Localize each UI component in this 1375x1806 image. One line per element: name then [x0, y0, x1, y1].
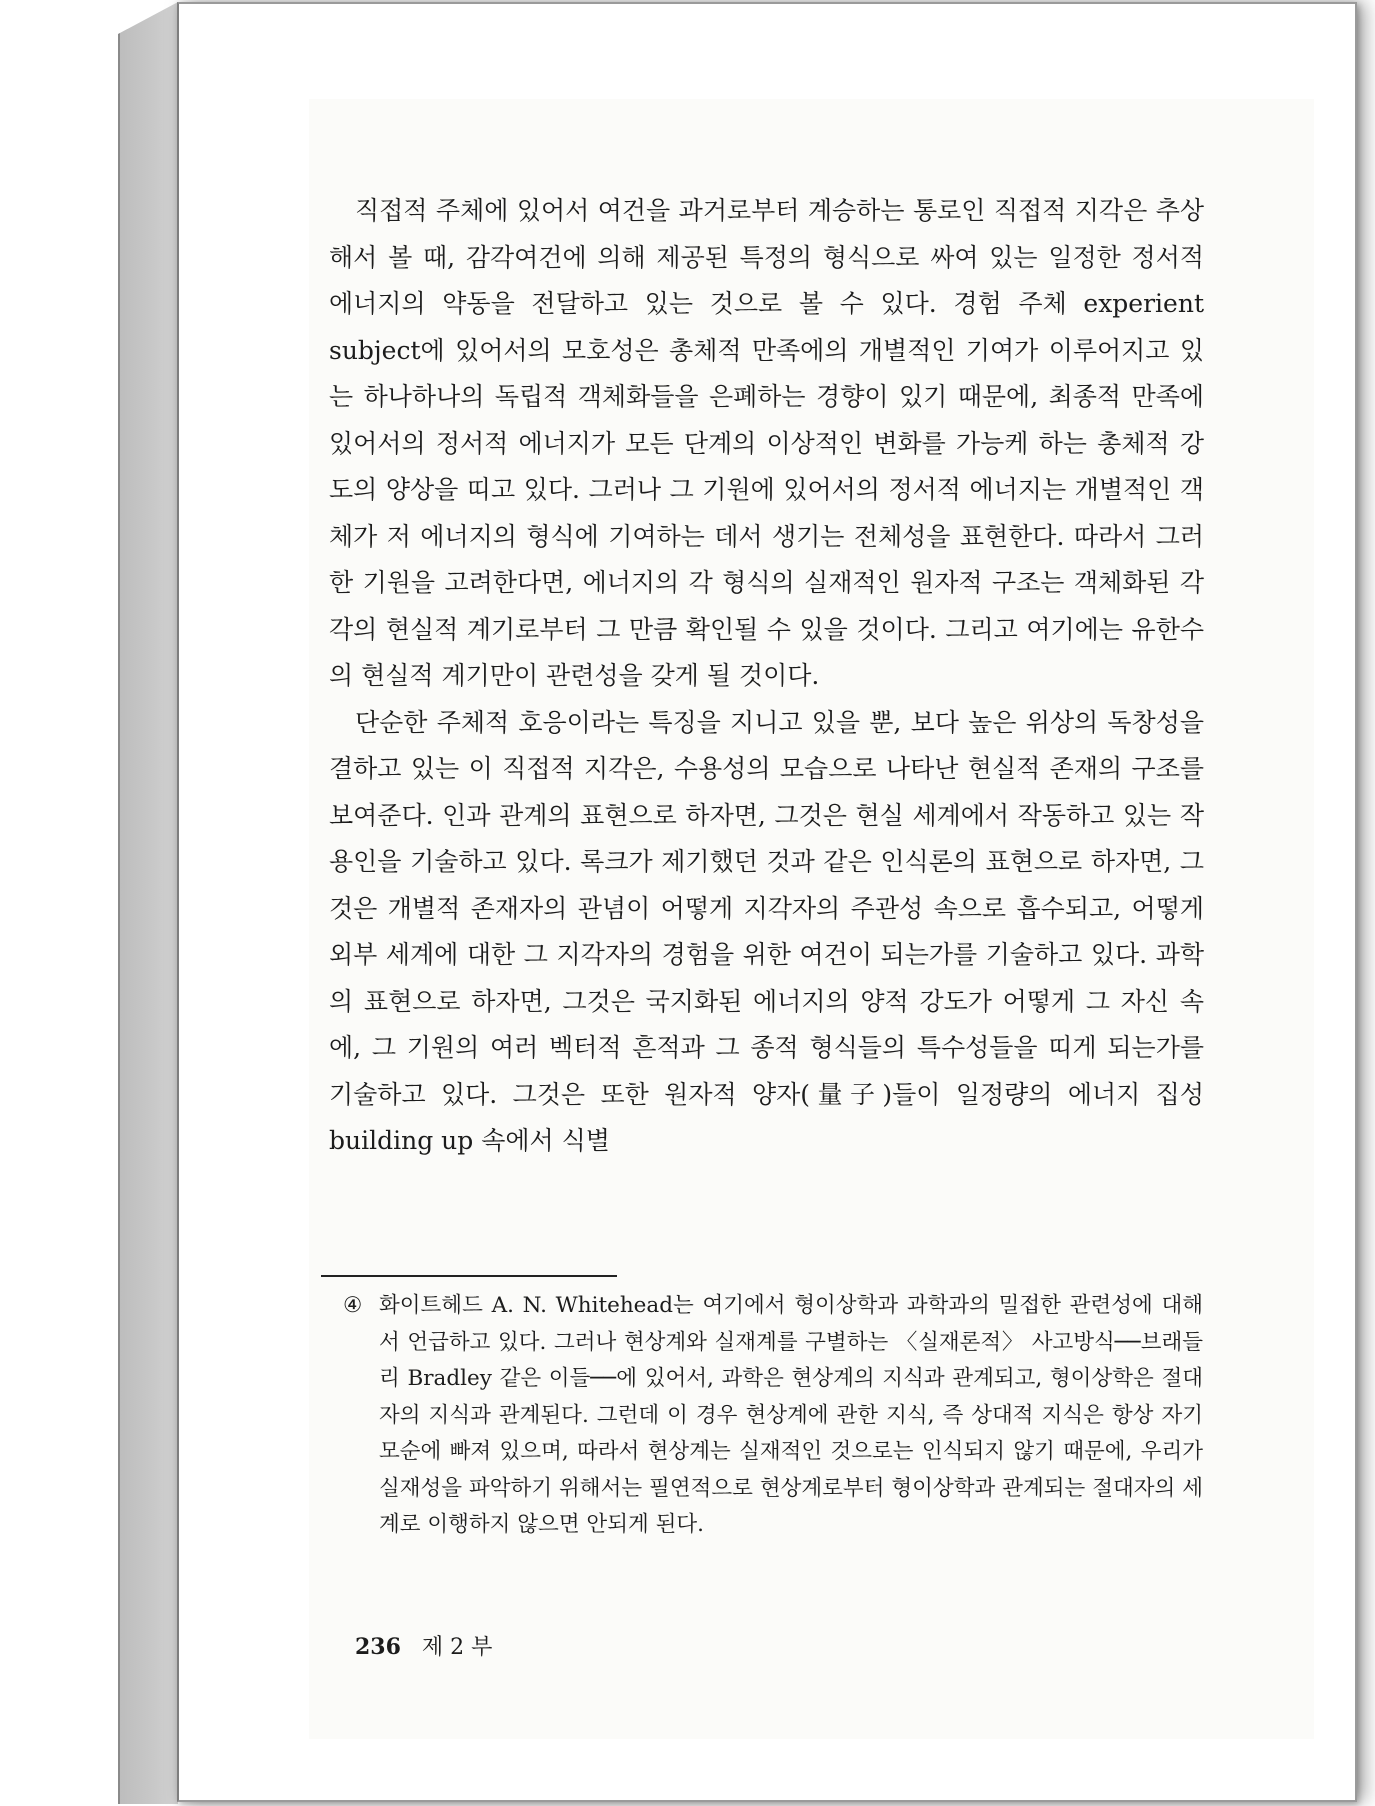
page-footer	[355, 1630, 492, 1661]
part-label: 제 2 부	[421, 1635, 493, 1660]
book-page	[177, 2, 1357, 1802]
footnote	[343, 1288, 1203, 1544]
paragraph-1: 직접적 주체에 있어서 여건을 과거로부터 계승하는 통로인 직접적 지각은 추상해서 볼 때, 감각여건에 의해 제공된 특정의 형식으로 싸여 있는 일정한 정서적 에너지의 약동을 전달하고 있는 것으로 볼 수 있다. 경험 주체 experient subject에 있어서의 모호성은 총체적 만족에의 개별적인 기여가 이루어지고 있는 하나하나의 독립적 객체화들을 은폐하는 경향이 있기 때문에, 최종적 만족에 있어서의 정서적 에너지가 모든 단계의 이상적인 변화를 가능케 하는 총체적 강도의 양상을 띠고 있다. 그러나 그 기원에 있어서의 정서적 에너지는 개별적인 객체가 저 에너지의 형식에 기여하는 데서 생기는 전체성을 표현한다. 따라서 그러한 기원을 고려한다면, 에너지의 각 형식의 실재적인 원자적 구조는 객체화된 각각의 현실적 계기로부터 그 만큼 확인될 수 있을 것이다. 그리고 여기에는 유한수의 현실적 계기만이 관련성을 갖게 될 것이다.	[329, 196, 1204, 690]
footnote-divider	[321, 1275, 617, 1277]
paragraph-2: 단순한 주체적 호응이라는 특징을 지니고 있을 뿐, 보다 높은 위상의 독창성을 결하고 있는 이 직접적 지각은, 수용성의 모습으로 나타난 현실적 존재의 구조를 보여준다. 인과 관계의 표현으로 하자면, 그것은 현실 세계에서 작동하고 있는 작용인을 기술하고 있다. 록크가 제기했던 것과 같은 인식론의 표현으로 하자면, 그것은 개별적 존재자의 관념이 어떻게 지각자의 주관성 속으로 흡수되고, 어떻게 외부 세계에 대한 그 지각자의 경험을 위한 여건이 되는가를 기술하고 있다. 과학의 표현으로 하자면, 그것은 국지화된 에너지의 양적 강도가 어떻게 그 자신 속에, 그 기원의 여러 벡터적 흔적과 그 종적 형식들의 특수성들을 띠게 되는가를 기술하고 있다. 그것은 또한 원자적 양자(量子)들이 일정량의 에너지 집성 building up 속에서 식별	[329, 707, 1204, 1155]
book-spine	[118, 2, 180, 1804]
footnote-text: 화이트헤드 A. N. Whitehead는 여기에서 형이상학과 과학과의 밀접한 관련성에 대해서 언급하고 있다. 그러나 현상계와 실재계를 구별하는 〈실재론적〉 사고방식──브래들리 Bradley 같은 이들──에 있어서, 과학은 현상계의 지식과 관계되고, 형이상학은 절대자의 지식과 관계된다. 그런데 이 경우 현상계에 관한 지식, 즉 상대적 지식은 항상 자기 모순에 빠져 있으며, 따라서 현상계는 실재적인 것으로는 인식되지 않기 때문에, 우리가 실재성을 파악하기 위해서는 필연적으로 현상계로부터 형이상학과 관계되는 절대자의 세계로 이행하지 않으면 안되게 된다.	[379, 1293, 1203, 1537]
footnote-marker: ④	[343, 1293, 363, 1318]
main-text	[329, 188, 1204, 1165]
page-number: 236	[355, 1634, 401, 1660]
